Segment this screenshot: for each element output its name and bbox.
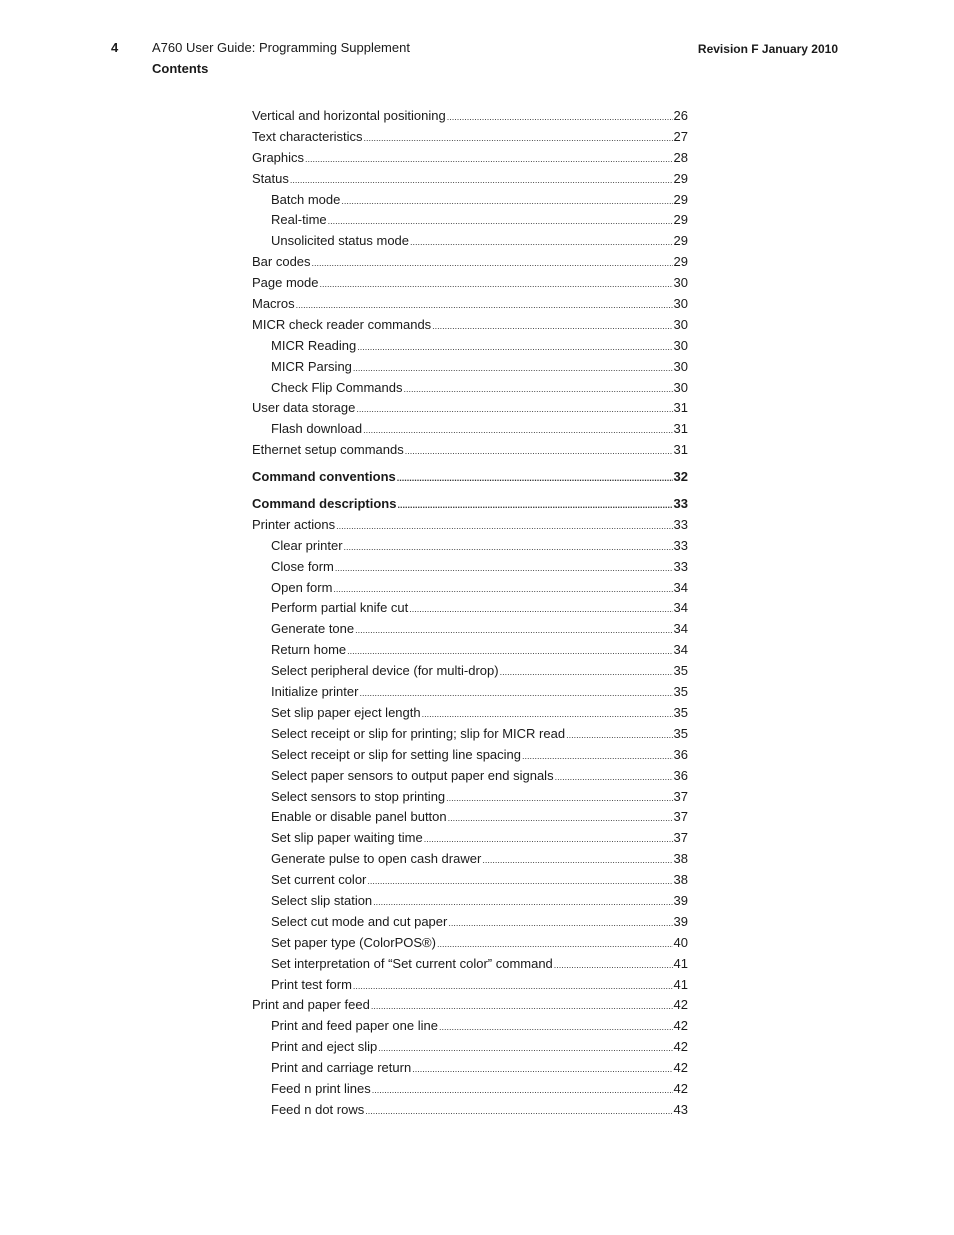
toc-entry-title: Feed n dot rows — [271, 1101, 365, 1117]
toc-entry-page: 31 — [673, 421, 688, 437]
toc-entry-title: Flash download — [271, 421, 363, 437]
toc-entry[interactable] — [252, 872, 688, 893]
dot-leader — [296, 300, 673, 310]
toc-entry-page: 40 — [673, 934, 688, 950]
dot-leader — [365, 1106, 672, 1116]
dot-leader — [359, 688, 672, 698]
dot-leader — [333, 584, 672, 594]
toc-entry[interactable] — [252, 1102, 688, 1123]
toc-entry-page: 30 — [673, 337, 688, 353]
toc-entry-title: Batch mode — [271, 191, 341, 207]
toc-entry-page: 35 — [673, 725, 688, 741]
toc-entry-page: 37 — [673, 809, 688, 825]
toc-entry-page: 28 — [673, 149, 688, 165]
toc-entry[interactable] — [252, 789, 688, 810]
toc-entry[interactable] — [252, 538, 688, 559]
toc-entry-title: Open form — [271, 579, 333, 595]
toc-entry-page: 41 — [673, 955, 688, 971]
toc-entry-page: 32 — [673, 469, 688, 485]
toc-entry-title: MICR Reading — [271, 337, 357, 353]
toc-entry[interactable] — [252, 517, 688, 538]
dot-leader — [410, 237, 673, 247]
toc-entry-page: 42 — [673, 1018, 688, 1034]
toc-entry[interactable] — [252, 108, 688, 129]
dot-leader — [412, 1064, 672, 1074]
toc-entry-page: 29 — [673, 212, 688, 228]
toc-entry-title: Printer actions — [252, 516, 336, 532]
toc-entry-page: 41 — [673, 976, 688, 992]
toc-entry-title: MICR Parsing — [271, 358, 352, 374]
dot-leader — [422, 709, 673, 719]
dot-leader — [305, 154, 673, 164]
toc-entry-page: 34 — [673, 600, 688, 616]
toc-entry-page: 30 — [673, 316, 688, 332]
dot-leader — [554, 960, 673, 970]
toc-entry[interactable] — [252, 254, 688, 275]
dot-leader — [335, 563, 673, 573]
toc-entry[interactable] — [252, 359, 688, 380]
dot-leader — [355, 625, 672, 635]
dot-leader — [373, 897, 672, 907]
toc-entry-title: Close form — [271, 558, 334, 574]
toc-entry-title: Select paper sensors to output paper end signals — [271, 767, 554, 783]
toc-entry-page: 33 — [673, 516, 688, 532]
dot-leader — [404, 384, 673, 394]
dot-leader — [320, 279, 673, 289]
toc-entry-page: 33 — [673, 496, 688, 512]
toc-entry-page: 35 — [673, 663, 688, 679]
toc-entry-page: 38 — [673, 851, 688, 867]
toc-entry[interactable] — [252, 275, 688, 296]
toc-entry-title: Set interpretation of “Set current color” command — [271, 955, 553, 971]
toc-entry-title: Set slip paper eject length — [271, 704, 421, 720]
toc-entry[interactable] — [252, 705, 688, 726]
toc-entry[interactable] — [252, 129, 688, 150]
dot-leader — [500, 667, 673, 677]
toc-entry[interactable] — [252, 212, 688, 233]
toc-entry-title: Select receipt or slip for printing; slip for MICR read — [271, 725, 566, 741]
toc-entry[interactable] — [252, 338, 688, 359]
dot-leader — [357, 342, 672, 352]
toc-entry-page: 31 — [673, 400, 688, 416]
toc-entry-title: Unsolicited status mode — [271, 233, 410, 249]
toc-entry-title: Print and eject slip — [271, 1039, 378, 1055]
dot-leader — [397, 500, 672, 510]
toc-entry-page: 36 — [673, 767, 688, 783]
toc-entry-title: Text characteristics — [252, 128, 363, 144]
toc-entry-title: Macros — [252, 296, 295, 312]
toc-entry-title: Real-time — [271, 212, 327, 228]
dot-leader — [347, 646, 672, 656]
dot-leader — [522, 751, 673, 761]
toc-entry-page: 39 — [673, 892, 688, 908]
dot-leader — [447, 112, 673, 122]
dot-leader — [405, 446, 673, 456]
toc-entry-page: 33 — [673, 558, 688, 574]
toc-entry-title: Perform partial knife cut — [271, 600, 409, 616]
dot-leader — [378, 1043, 672, 1053]
toc-entry-title: Select peripheral device (for multi-drop) — [271, 663, 499, 679]
toc-entry[interactable] — [252, 1018, 688, 1039]
toc-entry-title: MICR check reader commands — [252, 316, 432, 332]
dot-leader — [367, 876, 672, 886]
dot-leader — [353, 363, 673, 373]
toc-entry[interactable] — [252, 496, 688, 517]
dot-leader — [482, 855, 672, 865]
toc-entry[interactable] — [252, 150, 688, 171]
toc-entry[interactable] — [252, 600, 688, 621]
toc-entry[interactable] — [252, 233, 688, 254]
toc-entry-title: Graphics — [252, 149, 305, 165]
dot-leader — [328, 216, 673, 226]
toc-entry[interactable] — [252, 684, 688, 705]
dot-leader — [344, 542, 673, 552]
toc-entry[interactable] — [252, 747, 688, 768]
dot-leader — [364, 133, 673, 143]
toc-entry-title: Page mode — [252, 275, 319, 291]
dot-leader — [424, 834, 673, 844]
toc-entry[interactable] — [252, 1060, 688, 1081]
dot-leader — [312, 258, 673, 268]
toc-entry-page: 30 — [673, 275, 688, 291]
toc-entry[interactable] — [252, 400, 688, 421]
toc-entry-page: 42 — [673, 1060, 688, 1076]
toc-entry[interactable] — [252, 830, 688, 851]
toc-entry-title: Check Flip Commands — [271, 379, 403, 395]
toc-entry-title: Enable or disable panel button — [271, 809, 447, 825]
dot-leader — [439, 1022, 673, 1032]
dot-leader — [446, 793, 672, 803]
toc-entry-page: 30 — [673, 379, 688, 395]
toc-entry-page: 29 — [673, 191, 688, 207]
dot-leader — [397, 473, 673, 483]
dot-leader — [341, 196, 672, 206]
toc-entry-title: Select sensors to stop printing — [271, 788, 446, 804]
toc-entry-page: 34 — [673, 579, 688, 595]
toc-entry-title: Set slip paper waiting time — [271, 830, 423, 846]
toc-entry-title: Print test form — [271, 976, 352, 992]
dot-leader — [356, 404, 672, 414]
toc-entry[interactable] — [252, 559, 688, 580]
toc-entry[interactable] — [252, 997, 688, 1018]
dot-leader — [372, 1085, 673, 1095]
toc-entry-page: 42 — [673, 997, 688, 1013]
toc-entry-title: Bar codes — [252, 254, 311, 270]
section-title: Contents — [152, 61, 209, 76]
toc-entry-title: Print and carriage return — [271, 1060, 412, 1076]
table-of-contents — [252, 108, 688, 1123]
toc-entry-page: 33 — [673, 537, 688, 553]
page-number: 4 — [111, 40, 119, 55]
toc-entry-title: User data storage — [252, 400, 356, 416]
toc-entry-page: 34 — [673, 642, 688, 658]
toc-entry-page: 29 — [673, 233, 688, 249]
toc-entry-page: 30 — [673, 296, 688, 312]
toc-entry[interactable] — [252, 768, 688, 789]
toc-entry[interactable] — [252, 956, 688, 977]
toc-entry-page: 34 — [673, 621, 688, 637]
toc-entry-page: 29 — [673, 254, 688, 270]
revision-label: Revision F January 2010 — [697, 42, 838, 56]
toc-entry-title: Initialize printer — [271, 684, 359, 700]
toc-entry-title: Command descriptions — [252, 496, 397, 512]
toc-entry[interactable] — [252, 1081, 688, 1102]
toc-entry[interactable] — [252, 851, 688, 872]
dot-leader — [371, 1001, 673, 1011]
dot-leader — [353, 981, 673, 991]
toc-entry-page: 37 — [673, 830, 688, 846]
toc-entry-title: Command conventions — [252, 469, 396, 485]
toc-entry-page: 38 — [673, 872, 688, 888]
toc-entry-title: Select cut mode and cut paper — [271, 913, 448, 929]
toc-entry-title: Status — [252, 170, 289, 186]
toc-entry-page: 36 — [673, 746, 688, 762]
toc-entry-page: 42 — [673, 1039, 688, 1055]
page-header — [0, 38, 954, 88]
toc-entry-title: Set current color — [271, 872, 367, 888]
toc-entry-title: Ethernet setup commands — [252, 442, 404, 458]
dot-leader — [555, 772, 673, 782]
toc-entry-page: 37 — [673, 788, 688, 804]
toc-entry-title: Return home — [271, 642, 347, 658]
toc-entry-title: Generate tone — [271, 621, 355, 637]
dot-leader — [437, 939, 673, 949]
toc-entry-title: Select slip station — [271, 892, 373, 908]
dot-leader — [409, 604, 672, 614]
toc-entry-page: 29 — [673, 170, 688, 186]
toc-entry[interactable] — [252, 296, 688, 317]
toc-entry[interactable] — [252, 171, 688, 192]
toc-entry-title: Feed n print lines — [271, 1080, 371, 1096]
toc-entry-title: Print and feed paper one line — [271, 1018, 438, 1034]
toc-entry-title: Clear printer — [271, 537, 343, 553]
toc-entry-page: 30 — [673, 358, 688, 374]
toc-entry-page: 31 — [673, 442, 688, 458]
toc-entry-page: 42 — [673, 1080, 688, 1096]
toc-entry[interactable] — [252, 914, 688, 935]
toc-entry-page: 43 — [673, 1101, 688, 1117]
toc-entry[interactable] — [252, 726, 688, 747]
toc-entry[interactable] — [252, 977, 688, 998]
document-title: A760 User Guide: Programming Supplement — [152, 40, 410, 55]
toc-entry-title: Print and paper feed — [252, 997, 370, 1013]
toc-entry[interactable] — [252, 663, 688, 684]
toc-entry-title: Select receipt or slip for setting line spacing — [271, 746, 522, 762]
dot-leader — [448, 918, 672, 928]
toc-entry[interactable] — [252, 380, 688, 401]
toc-entry-page: 26 — [673, 108, 688, 123]
toc-entry-page: 27 — [673, 128, 688, 144]
toc-entry-title: Generate pulse to open cash drawer — [271, 851, 482, 867]
dot-leader — [363, 425, 672, 435]
dot-leader — [290, 175, 673, 185]
toc-entry[interactable] — [252, 192, 688, 213]
toc-entry[interactable] — [252, 893, 688, 914]
dot-leader — [566, 730, 672, 740]
toc-entry[interactable] — [252, 1039, 688, 1060]
toc-entry[interactable] — [252, 469, 688, 490]
dot-leader — [432, 321, 672, 331]
toc-entry-title: Vertical and horizontal positioning — [252, 108, 446, 123]
toc-entry[interactable] — [252, 935, 688, 956]
dot-leader — [448, 813, 673, 823]
toc-entry[interactable] — [252, 442, 688, 463]
toc-entry-page: 35 — [673, 704, 688, 720]
toc-entry-page: 39 — [673, 913, 688, 929]
toc-entry[interactable] — [252, 317, 688, 338]
toc-entry[interactable] — [252, 809, 688, 830]
toc-entry[interactable] — [252, 580, 688, 601]
toc-entry[interactable] — [252, 642, 688, 663]
dot-leader — [336, 521, 672, 531]
toc-entry[interactable] — [252, 621, 688, 642]
toc-entry[interactable] — [252, 421, 688, 442]
toc-entry-title: Set paper type (ColorPOS®) — [271, 934, 436, 950]
toc-entry-page: 35 — [673, 684, 688, 700]
